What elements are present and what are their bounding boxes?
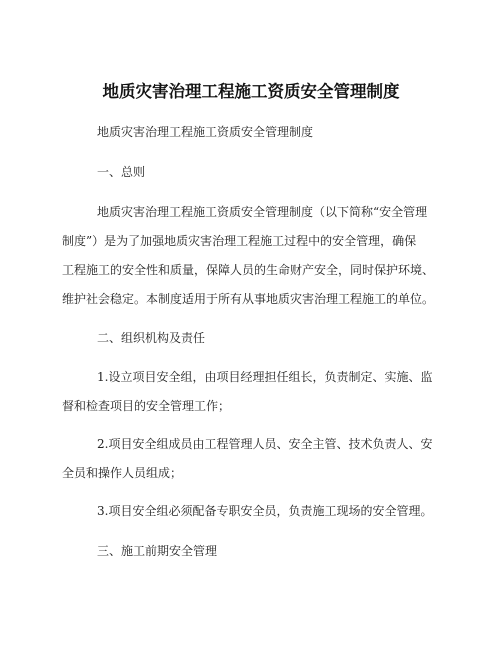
list-item-line: 3.项目安全组必须配备专职安全员，负责施工现场的安全管理。 xyxy=(97,504,433,518)
list-item-line: 全员和操作人员组成； xyxy=(62,466,183,480)
list-item-line: 2.项目安全组成员由工程管理人员、安全主管、技术负责人、安 xyxy=(97,437,433,451)
section-heading-organization: 二、组织机构及责任 xyxy=(97,331,206,345)
list-item-line: 督和检查项目的安全管理工作； xyxy=(62,399,231,413)
paragraph-line: 维护社会稳定。本制度适用于所有从事地质灾害治理工程施工的单位。 xyxy=(62,292,435,306)
list-item-line: 1.设立项目安全组，由项目经理担任组长，负责制定、实施、监 xyxy=(97,370,433,384)
section-heading-general: 一、总则 xyxy=(97,165,146,179)
document-subtitle: 地质灾害治理工程施工资质安全管理制度 xyxy=(97,125,314,139)
paragraph-line: 工程施工的安全性和质量，保障人员的生命财产安全，同时保护环境、 xyxy=(62,263,435,277)
document-title: 地质灾害治理工程施工资质安全管理制度 xyxy=(102,82,400,101)
section-heading-preconstruction: 三、施工前期安全管理 xyxy=(97,544,218,558)
paragraph-line: 制度”）是为了加强地质灾害治理工程施工过程中的安全管理，确保 xyxy=(62,234,417,248)
paragraph-line: 地质灾害治理工程施工资质安全管理制度（以下简称“安全管理 xyxy=(97,205,428,219)
